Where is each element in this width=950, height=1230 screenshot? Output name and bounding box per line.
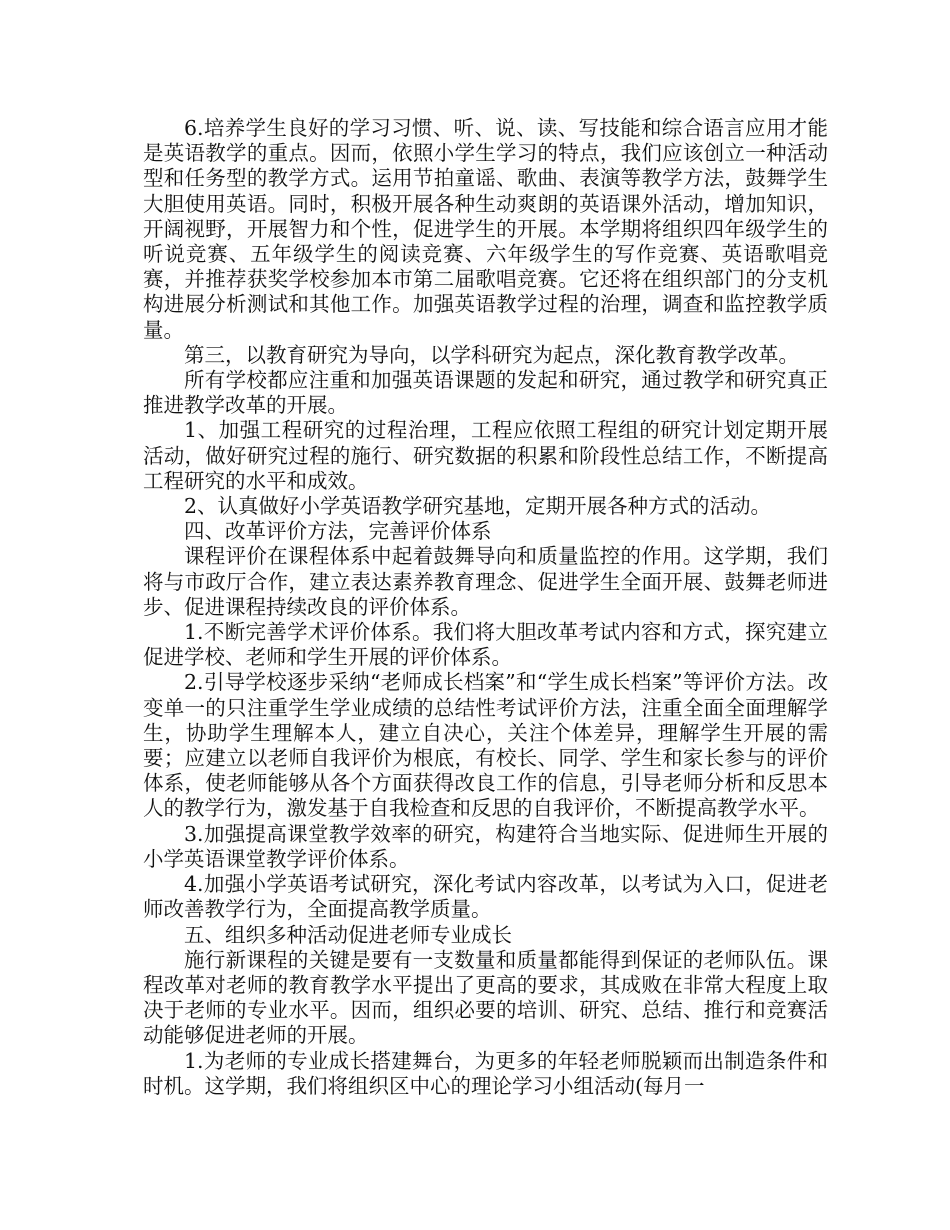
section-heading-4: 四、改革评价方法，完善评价体系 xyxy=(184,519,492,544)
paragraph-item-9: 4.加强小学英语考试研究，深化考试内容改革，以考试为入口，促进老师改善教学行为，全面提高教学质量。 xyxy=(143,872,828,922)
paragraph-item-5: 课程评价在课程体系中起着鼓舞导向和质量监控的作用。这学期，我们将与市政厅合作，建立表达素养教育理念、促进学生全面开展、鼓舞老师进步、促进课程持续改良的评价体系。 xyxy=(143,544,828,619)
paragraph-item-6: 1.不断完善学术评价体系。我们将大胆改革考试内容和方式，探究建立促进学校、老师和学生开展的评价体系。 xyxy=(143,620,828,670)
paragraph-item-2: 所有学校都应注重和加强英语课题的发起和研究，通过教学和研究真正推进教学改革的开展。 xyxy=(143,368,828,418)
paragraph-item-1: 6.培养学生良好的学习习惯、听、说、读、写技能和综合语言应用才能是英语教学的重点。因而，依照小学生学习的特点，我们应该创立一种活动型和任务型的教学方式。运用节拍童谣、歌曲、表演等教学方法，鼓舞学生大胆使用英语。同时，积极开展各种生动爽朗的英语课外活动，增加知识，开阔视野，开展智力和个性，促进学生的开展。本学期将组织四年级学生的听说竞赛、五年级学生的阅读竞赛、六年级学生的写作竞赛、英语歌唱竞赛，并推荐获奖学校参加本市第二届歌唱竞赛。它还将在组织部门的分支机构进展分析测试和其他工作。加强英语教学过程的治理，调查和监控教学质量。 xyxy=(143,116,828,342)
section-heading-5: 五、组织多种活动促进老师专业成长 xyxy=(184,922,512,947)
document-body xyxy=(143,116,828,1099)
paragraph-item-8: 3.加强提高课堂教学效率的研究，构建符合当地实际、促进师生开展的小学英语课堂教学评价体系。 xyxy=(143,821,828,871)
paragraph-item-4: 2、认真做好小学英语教学研究基地，定期开展各种方式的活动。 xyxy=(184,494,772,519)
paragraph-item-3: 1、加强工程研究的过程治理，工程应依照工程组的研究计划定期开展活动，做好研究过程的施行、研究数据的积累和阶段性总结工作，不断提高工程研究的水平和成效。 xyxy=(143,418,828,493)
paragraph-item-10: 施行新课程的关键是要有一支数量和质量都能得到保证的老师队伍。课程改革对老师的教育教学水平提出了更高的要求，其成败在非常大程度上取决于老师的专业水平。因而，组织必要的培训、研究、总结、推行和竞赛活动能够促进老师的开展。 xyxy=(143,947,828,1048)
section-heading-3: 第三，以教育研究为导向，以学科研究为起点，深化教育教学改革。 xyxy=(184,342,799,367)
paragraph-item-7: 2.引导学校逐步采纳“老师成长档案”和“学生成长档案”等评价方法。改变单一的只注重学生学业成绩的总结性考试评价方法，注重全面全面理解学生，协助学生理解本人，建立自决心，关注个体差异，理解学生开展的需要；应建立以老师自我评价为根底，有校长、同学、学生和家长参与的评价体系，使老师能够从各个方面获得改良工作的信息，引导老师分析和反思本人的教学行为，激发基于自我检查和反思的自我评价，不断提高教学水平。 xyxy=(143,670,828,821)
paragraph-item-11: 1.为老师的专业成长搭建舞台，为更多的年轻老师脱颖而出制造条件和时机。这学期，我们将组织区中心的理论学习小组活动(每月一 xyxy=(143,1048,828,1098)
